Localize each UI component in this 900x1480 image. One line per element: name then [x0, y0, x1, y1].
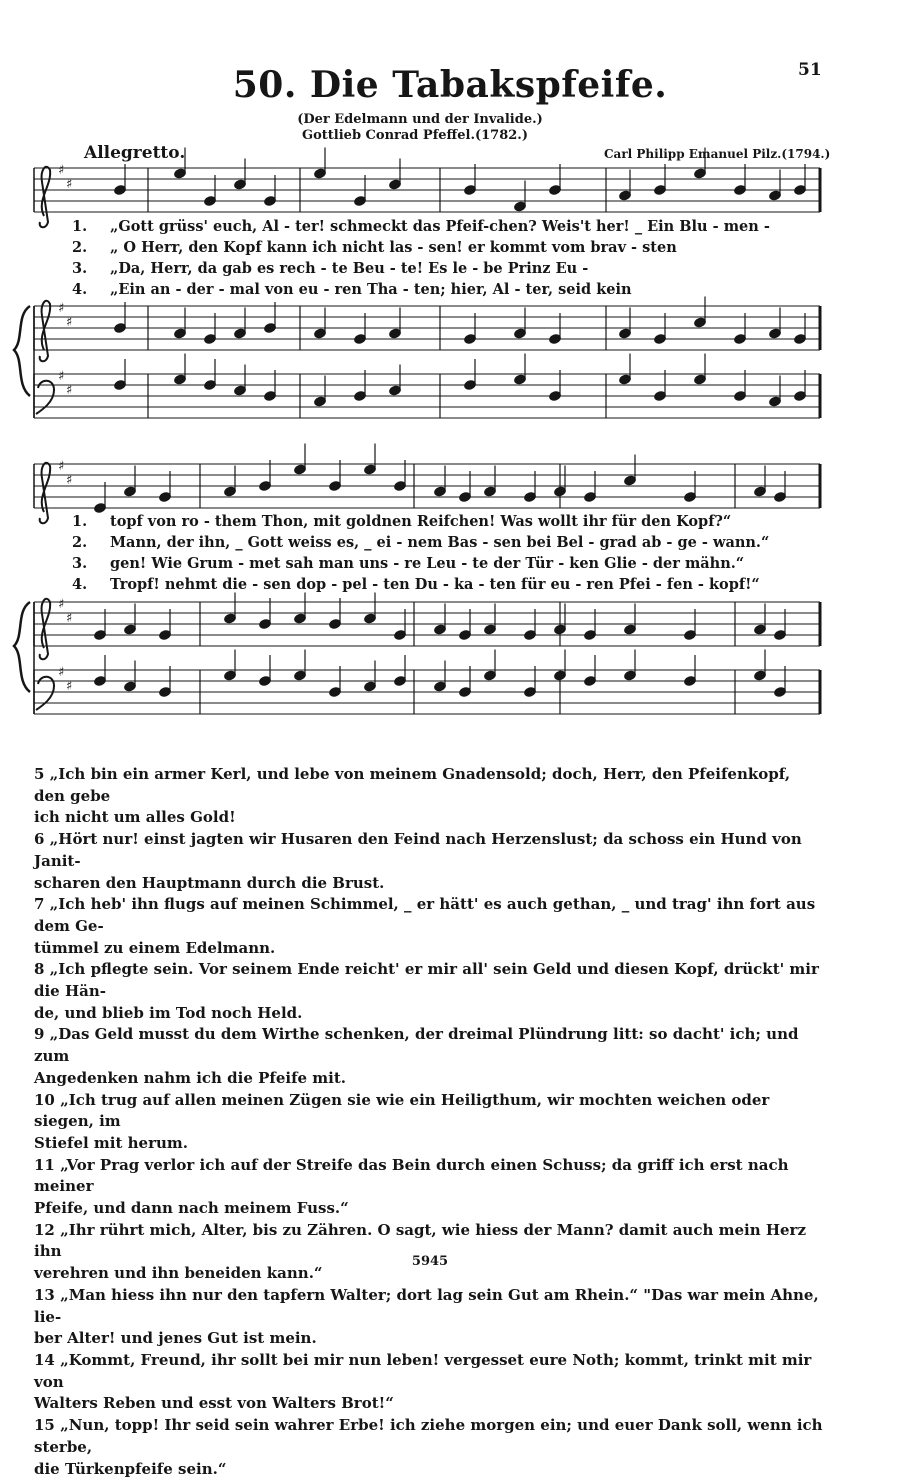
verse-line: Angedenken nahm ich die Pfeife mit. [34, 1068, 824, 1090]
verse-line: Stiefel mit herum. [34, 1133, 824, 1155]
sharp-icon: ♯ [58, 163, 64, 178]
system1-piano-brace [14, 306, 30, 396]
system2-piano-brace [14, 602, 30, 692]
sharp-icon: ♯ [66, 473, 72, 488]
verse-line: tümmel zu einem Edelmann. [34, 938, 824, 960]
verse-line: ber Alter! und jenes Gut ist mein. [34, 1328, 824, 1350]
sharp-icon: ♯ [58, 597, 64, 612]
verse-line: Walters Reben und esst von Walters Brot!“ [34, 1393, 824, 1415]
verse-line: 5 „Ich bin ein armer Kerl, und lebe von meinem Gnadensold; doch, Herr, den Pfeifenkopf, den gebe [34, 764, 824, 807]
verse-line: 14 „Kommt, Freund, ihr sollt bei mir nun leben! vergesset eure Noth; kommt, trinkt mit mir von [34, 1350, 824, 1393]
verse-list [34, 764, 824, 1480]
verse-line: 15 „Nun, topp! Ihr seid sein wahrer Erbe! ich ziehe morgen ein; und euer Dank soll, wenn ich sterbe, [34, 1415, 824, 1458]
verse-line: 7 „Ich heb' ihn flugs auf meinen Schimmel, _ er hätt' es auch gethan, _ und trag' ihn fort aus dem Ge- [34, 894, 824, 937]
sharp-icon: ♯ [58, 459, 64, 474]
sharp-icon: ♯ [66, 611, 72, 626]
sharp-icon: ♯ [58, 665, 64, 680]
song-title: 50. Die Tabakspfeife. [0, 64, 900, 106]
verse-line: verehren und ihn beneiden kann.“ [34, 1263, 824, 1285]
verse-line: 6 „Hört nur! einst jagten wir Husaren den Feind nach Herzenslust; da schoss ein Hund von Janit- [34, 829, 824, 872]
composer-credit: Carl Philipp Emanuel Pilz.(1794.) [604, 147, 830, 161]
sharp-icon: ♯ [58, 301, 64, 316]
verse-line: die Türkenpfeife sein.“ [34, 1459, 824, 1480]
sharp-icon: ♯ [66, 177, 72, 192]
sharp-icon: ♯ [58, 369, 64, 384]
verse-line: 8 „Ich pflegte sein. Vor seinem Ende reicht' er mir all' sein Geld und diesen Kopf, drückt' mir die Hän- [34, 959, 824, 1002]
page-number: 51 [798, 60, 822, 80]
verse-line: 9 „Das Geld musst du dem Wirthe schenken, der dreimal Plündrung litt: so dacht' ich; und zum [34, 1024, 824, 1067]
bass-clef-icon [36, 381, 54, 710]
song-subtitle: (Der Edelmann und der Invalide.) [0, 112, 840, 127]
sharp-icon: ♯ [66, 679, 72, 694]
tempo-marking: Allegretto. [84, 143, 185, 163]
verse-line: Pfeife, und dann nach meinem Fuss.“ [34, 1198, 824, 1220]
plate-number: 5945 [0, 1254, 860, 1269]
verse-line: scharen den Hauptmann durch die Brust. [34, 873, 824, 895]
verse-line: 12 „Ihr rührt mich, Alter, bis zu Zähren. O sagt, wie hiess der Mann? damit auch mein Herz ihn [34, 1220, 824, 1263]
verse-line: 13 „Man hiess ihn nur den tapfern Walter; dort lag sein Gut am Rhein.“ "Das war mein Ahne, lie- [34, 1285, 824, 1328]
verse-line: 11 „Vor Prag verlor ich auf der Streife das Bein durch einen Schuss; da griff ich erst nach meiner [34, 1155, 824, 1198]
poet-credit: Gottlieb Conrad Pfeffel.(1782.) [0, 128, 830, 143]
verse-line: ich nicht um alles Gold! [34, 807, 824, 829]
sharp-icon: ♯ [66, 315, 72, 330]
verse-line: 10 „Ich trug auf allen meinen Zügen sie wie ein Heiligthum, wir mochten weichen oder siegen, im [34, 1090, 824, 1133]
verse-line: de, und blieb im Tod noch Held. [34, 1003, 824, 1025]
sharp-icon: ♯ [66, 383, 72, 398]
treble-clef-icon [40, 167, 50, 659]
